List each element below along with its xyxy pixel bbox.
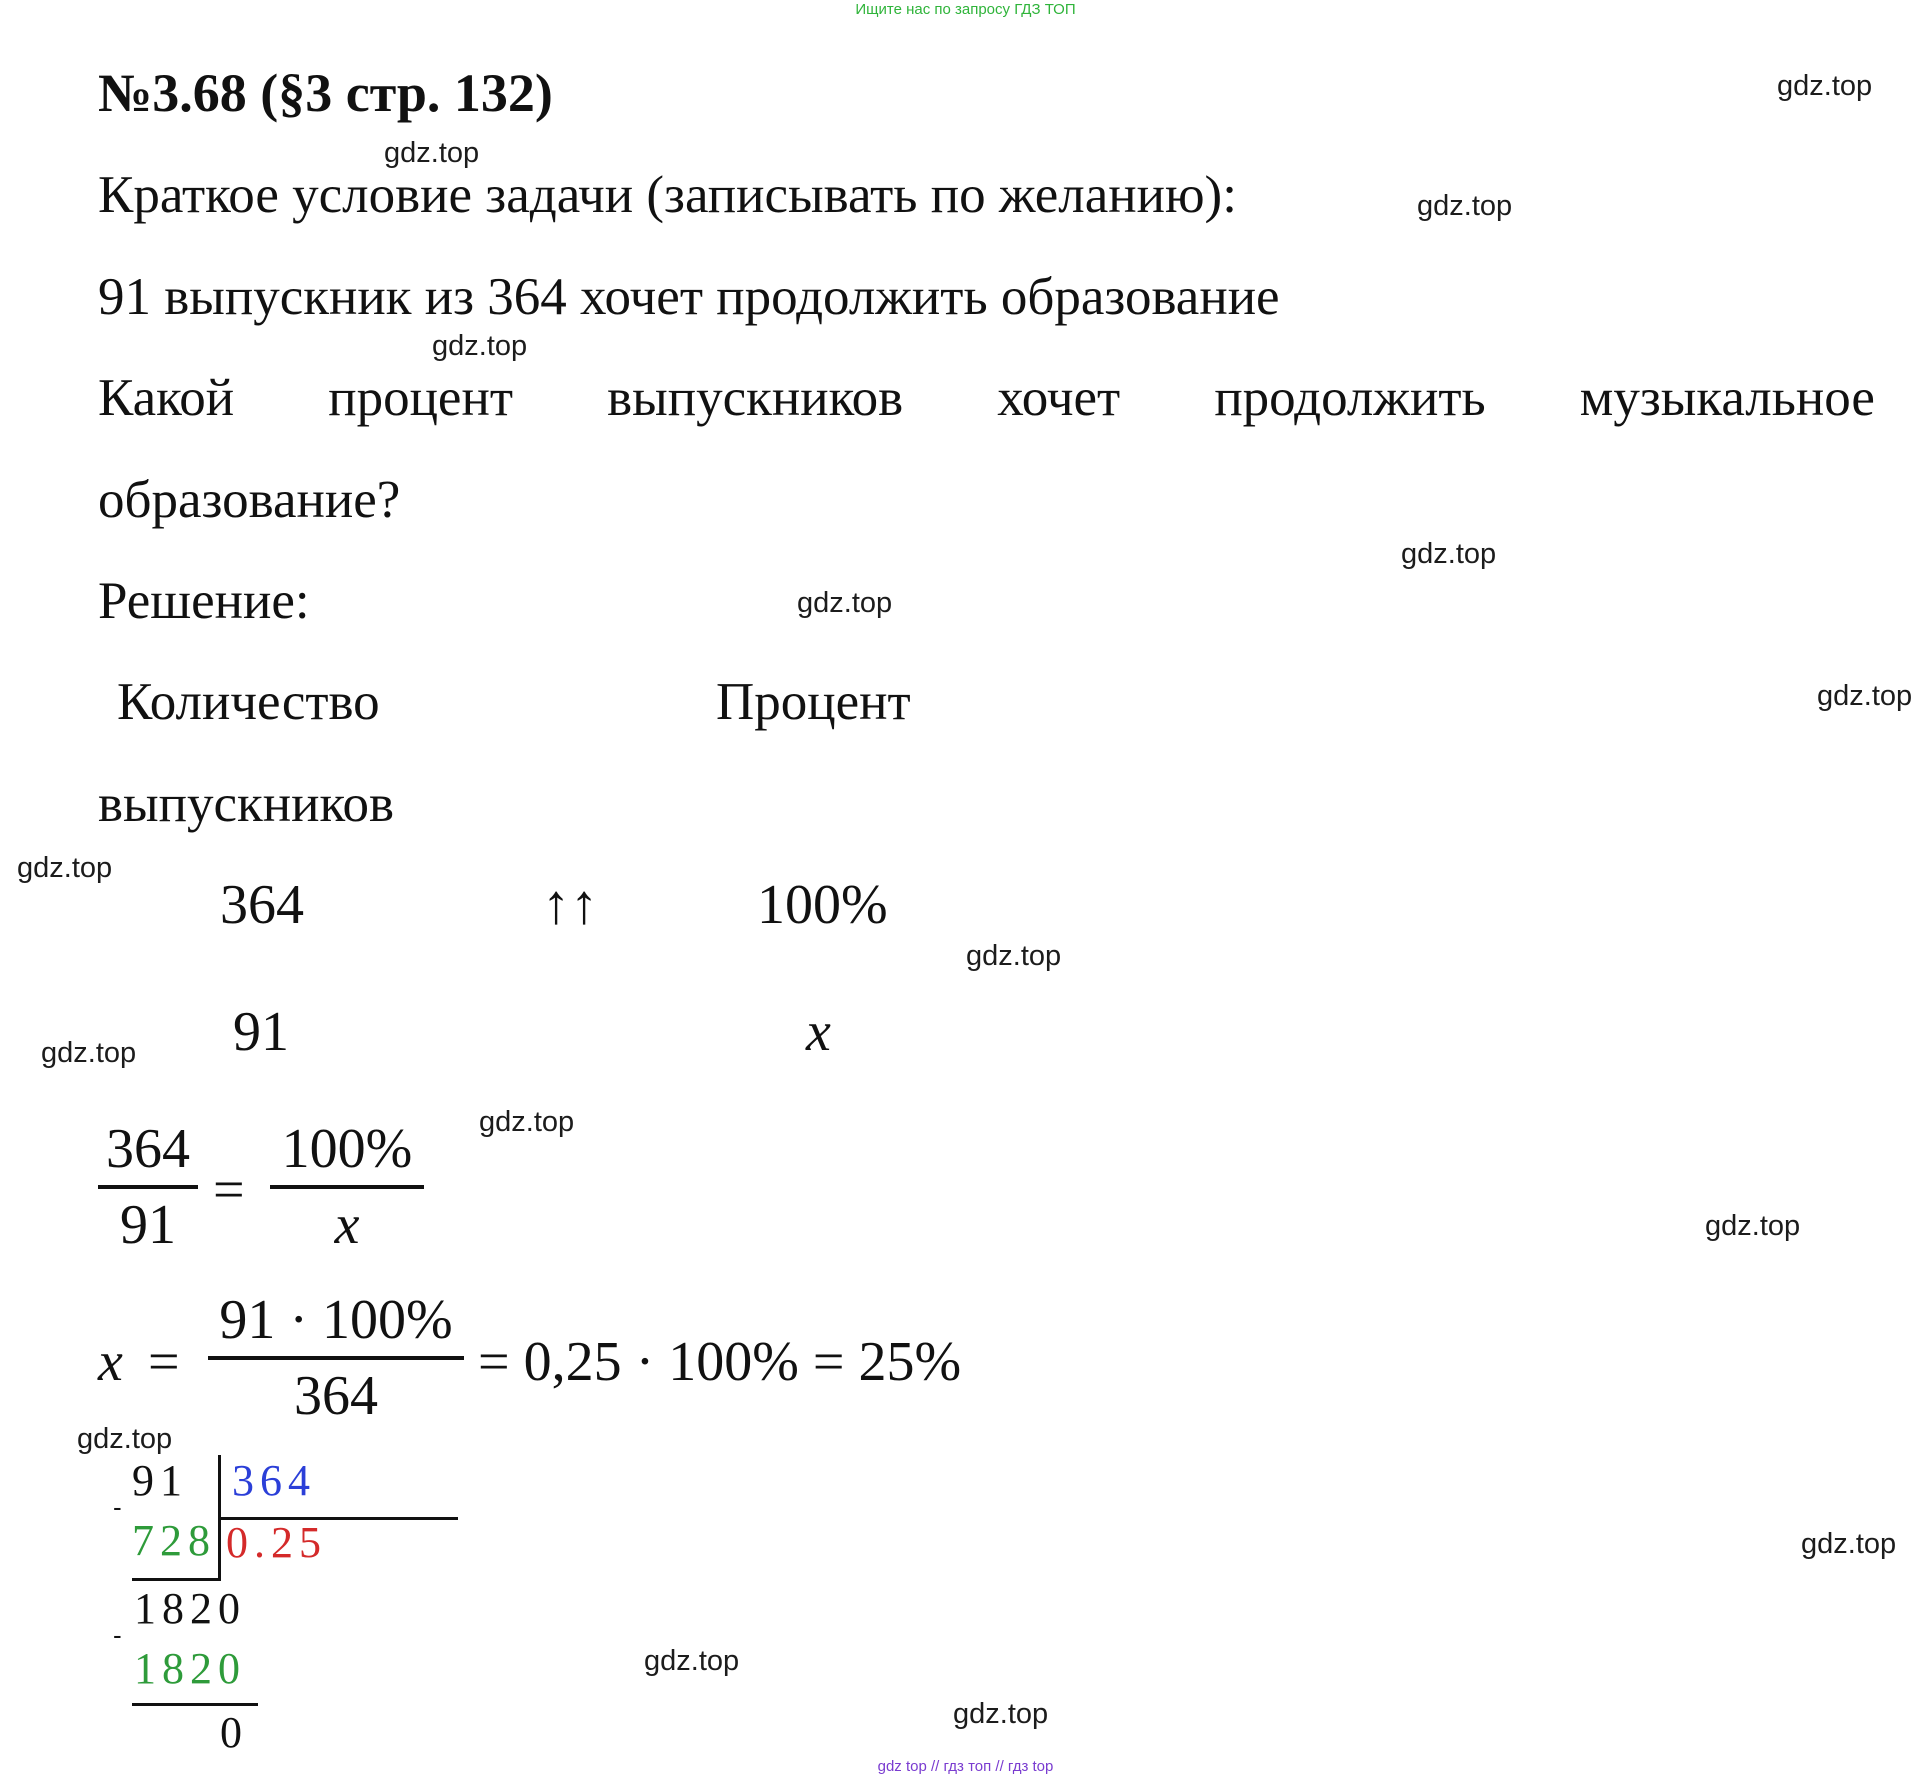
bottom-banner[interactable]: gdz top // гдз топ // гдз top	[877, 1758, 1054, 1775]
minus-sign: -	[113, 1492, 122, 1522]
watermark[interactable]: gdz.top	[17, 852, 113, 884]
fraction-numerator: 100%	[281, 1118, 413, 1180]
watermark[interactable]: gdz.top	[966, 940, 1062, 972]
watermark[interactable]: gdz.top	[1417, 190, 1513, 222]
division-final-remainder: 0	[220, 1708, 248, 1757]
division-remainder-1: 1820	[134, 1584, 246, 1633]
question-word: музыкальное	[1579, 369, 1875, 427]
top-banner[interactable]: Ищите нас по запросу ГДЗ ТОП	[855, 1, 1076, 18]
fraction-denominator: 364	[294, 1365, 378, 1427]
table-row1-percent: 100%	[757, 874, 888, 936]
table-row1-quantity: 364	[220, 874, 304, 936]
watermark[interactable]: gdz.top	[953, 1698, 1049, 1730]
watermark[interactable]: gdz.top	[1401, 538, 1497, 570]
table-row2-percent: x	[806, 1001, 831, 1063]
division-quotient: 0.25	[226, 1518, 327, 1567]
watermark[interactable]: gdz.top	[644, 1645, 740, 1677]
division-subtrahend-2: 1820	[134, 1644, 246, 1693]
fraction-numerator: 91 · 100%	[219, 1289, 453, 1351]
question-tail: образование?	[98, 471, 401, 529]
watermark[interactable]: gdz.top	[1817, 680, 1913, 712]
question-line	[98, 368, 1875, 428]
watermark[interactable]: gdz.top	[384, 137, 480, 169]
division-dividend: 91	[132, 1456, 188, 1505]
short-condition-label: Краткое условие задачи (записывать по желанию):	[98, 166, 1237, 224]
table-row2-quantity: 91	[233, 1001, 289, 1063]
division-underline-1	[132, 1578, 220, 1581]
question-word: продолжить	[1214, 369, 1486, 427]
division-underline-2	[132, 1703, 258, 1706]
question-word: Какой	[98, 369, 235, 427]
condition-line: 91 выпускник из 364 хочет продолжить образование	[98, 268, 1280, 326]
question-word: выпускников	[607, 369, 904, 427]
table-header-graduates: выпускников	[98, 775, 395, 833]
division-divisor: 364	[232, 1456, 316, 1505]
equation-variable: x	[98, 1331, 123, 1393]
watermark[interactable]: gdz.top	[1705, 1210, 1801, 1242]
table-header-percent: Процент	[716, 673, 911, 731]
fraction-main	[208, 1284, 464, 1432]
equals-sign: =	[213, 1159, 245, 1221]
question-word: процент	[328, 369, 513, 427]
solution-label: Решение:	[98, 572, 310, 630]
question-word: хочет	[997, 369, 1121, 427]
minus-sign: -	[113, 1620, 122, 1650]
long-division	[110, 1455, 370, 1755]
equation-result: = 0,25 · 100% = 25%	[478, 1331, 962, 1393]
page-title: №3.68 (§3 стр. 132)	[98, 63, 553, 123]
watermark[interactable]: gdz.top	[1777, 70, 1873, 102]
watermark[interactable]: gdz.top	[77, 1423, 173, 1455]
fraction-denominator: 91	[120, 1194, 176, 1256]
fraction-left	[98, 1113, 198, 1261]
fraction-numerator: 364	[106, 1118, 190, 1180]
table-header-quantity: Количество	[117, 673, 380, 731]
direct-proportion-arrows: ↑↑	[542, 874, 598, 936]
watermark[interactable]: gdz.top	[41, 1037, 137, 1069]
division-subtrahend-1: 728	[132, 1516, 216, 1565]
fraction-right	[270, 1113, 424, 1261]
watermark[interactable]: gdz.top	[1801, 1528, 1897, 1560]
watermark[interactable]: gdz.top	[479, 1106, 575, 1138]
watermark[interactable]: gdz.top	[797, 587, 893, 619]
watermark[interactable]: gdz.top	[432, 330, 528, 362]
fraction-denominator: x	[334, 1194, 360, 1256]
equals-sign: =	[148, 1331, 180, 1393]
